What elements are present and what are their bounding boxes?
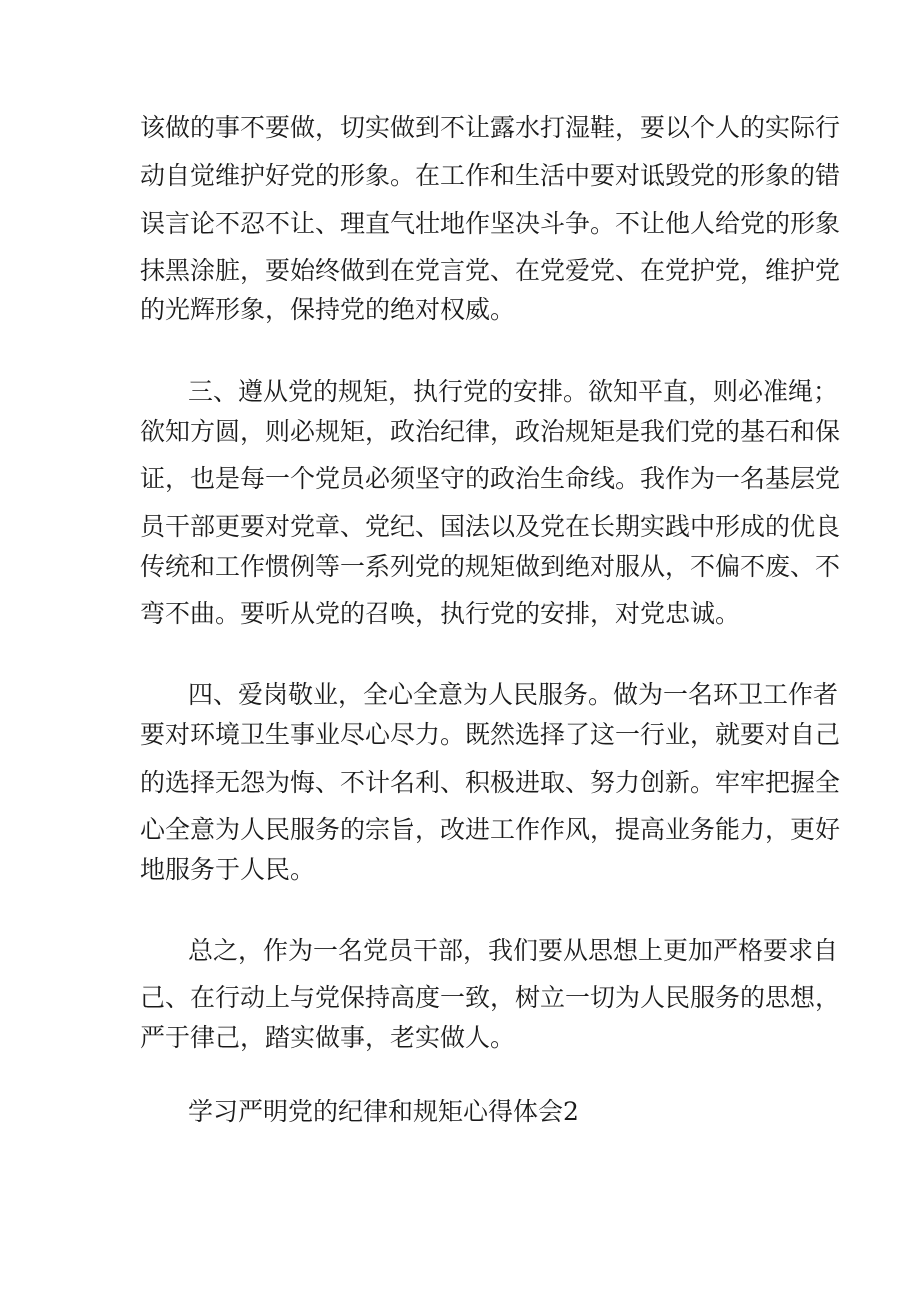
paragraph-line: 证，也是每一个党员必须坚守的政治生命线。我作为一名基层党 (140, 464, 841, 493)
paragraph-line: 总之，作为一名党员干部，我们要从思想上更加严格要求自 (188, 936, 839, 965)
paragraph-line: 地服务于人民。 (140, 855, 316, 884)
paragraph-line: 误言论不忍不让、理直气壮地作坚决斗争。不让他人给党的形象 (140, 209, 841, 238)
paragraph-line: 心全意为人民服务的宗旨，改进工作作风，提高业务能力，更好 (140, 815, 841, 844)
paragraph-line: 三、遵从党的规矩，执行党的安排。欲知平直，则必准绳； (188, 377, 839, 406)
paragraph-line: 的选择无怨为悔、不计名利、积极进取、努力创新。牢牢把握全 (140, 768, 841, 797)
paragraph-line: 动自觉维护好党的形象。在工作和生活中要对诋毁党的形象的错 (140, 161, 841, 190)
paragraph-line: 四、爱岗敬业，全心全意为人民服务。做为一名环卫工作者 (188, 680, 839, 709)
paragraph-line: 己、在行动上与党保持高度一致，树立一切为人民服务的思想， (140, 983, 841, 1012)
paragraph-line: 员干部更要对党章、党纪、国法以及党在长期实践中形成的优良 (140, 512, 841, 541)
paragraph-line: 的光辉形象，保持党的绝对权威。 (140, 295, 516, 324)
paragraph-line: 要对环境卫生事业尽心尽力。既然选择了这一行业，就要对自己 (140, 720, 841, 749)
paragraph-line: 传统和工作惯例等一系列党的规矩做到绝对服从，不偏不废、不 (140, 552, 841, 581)
paragraph-line: 抹黑涂脏，要始终做到在党言党、在党爱党、在党护党，维护党 (140, 256, 841, 285)
paragraph-line: 欲知方圆，则必规矩，政治纪律，政治规矩是我们党的基石和保 (140, 417, 841, 446)
paragraph-line: 严于律己，踏实做事，老实做人。 (140, 1023, 516, 1052)
paragraph-line: 该做的事不要做，切实做到不让露水打湿鞋，要以个人的实际行 (140, 113, 841, 142)
paragraph-line: 弯不曲。要听从党的召唤，执行党的安排，对党忠诚。 (140, 599, 741, 628)
section-heading: 学习严明党的纪律和规矩心得体会2 (188, 1097, 579, 1126)
